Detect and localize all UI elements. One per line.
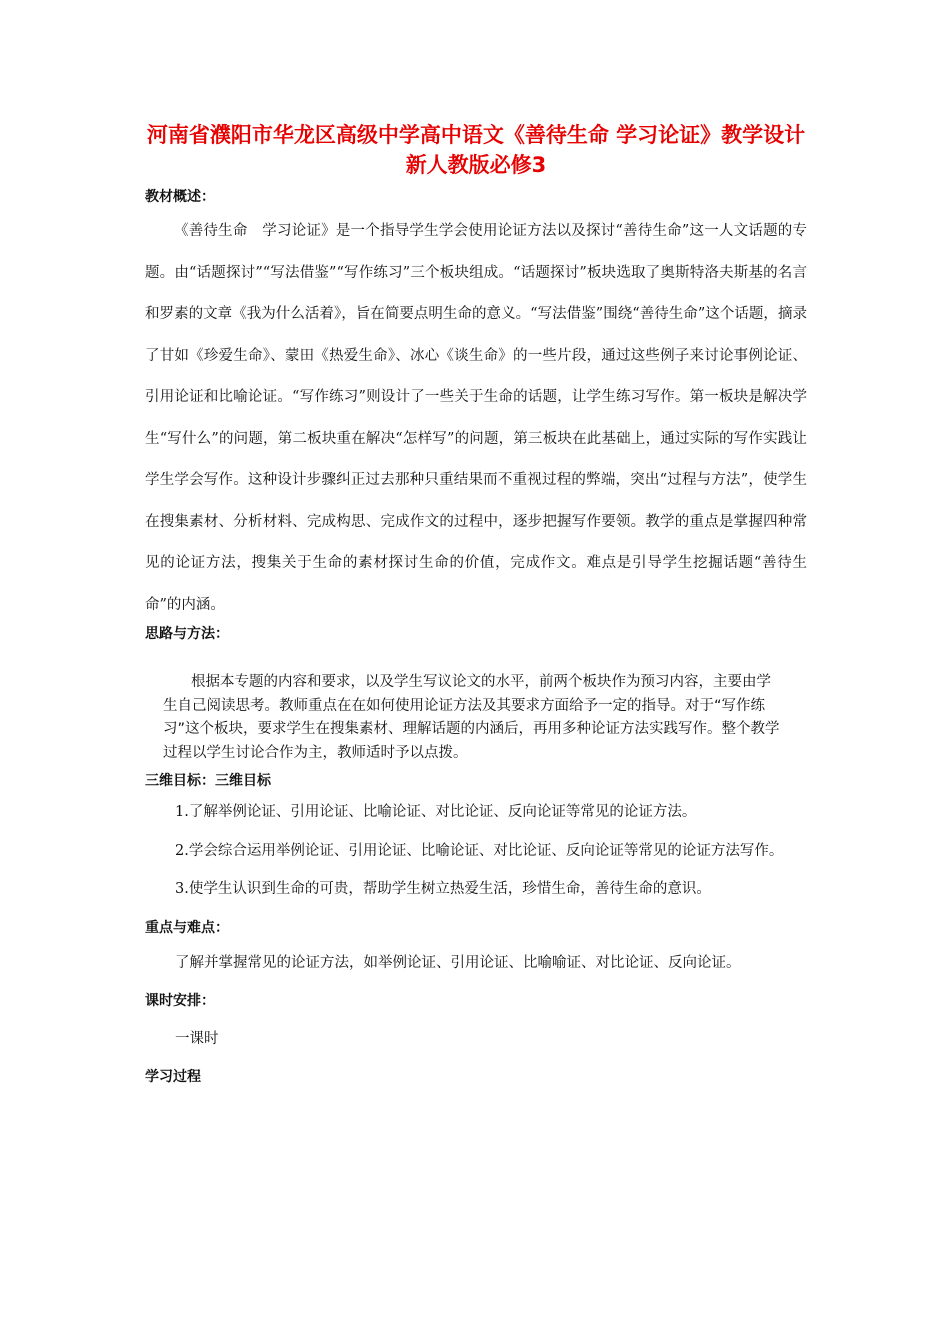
objective-item-2: 2.学会综合运用举例论证、引用论证、比喻论证、对比论证、反向论证等常见的论证方法写作。 bbox=[175, 843, 784, 859]
objective-item-1: 1.了解举例论证、引用论证、比喻论证、对比论证、反向论证等常见的论证方法。 bbox=[175, 804, 697, 820]
section-heading-approach: 思路与方法： bbox=[145, 626, 229, 642]
section-heading-process: 学习过程 bbox=[145, 1069, 201, 1085]
section-heading-overview: 教材概述： bbox=[145, 189, 215, 205]
section-heading-schedule: 课时安排： bbox=[145, 993, 215, 1009]
approach-paragraph: 根据本专题的内容和要求，以及学生写议论文的水平，前两个板块作为预习内容，主要由学生自己阅读思考。教师重点在在如何使用论证方法及其要求方面给予一定的指导。对于“写作练习”这个板块，要求学生在搜集素材、理解话题的内涵后，再用多种论证方法实践写作。整个教学过程以学生讨论合作为主，教师适时予以点拨。 bbox=[163, 674, 780, 761]
section-heading-key-points: 重点与难点： bbox=[145, 920, 229, 936]
section-heading-objectives: 三维目标：三维目标 bbox=[145, 773, 271, 789]
schedule-text: 一课时 bbox=[175, 1031, 219, 1047]
overview-paragraph: 《善待生命 学习论证》是一个指导学生学会使用论证方法以及探讨“善待生命”这一人文话题的专题。由“话题探讨”“写法借鉴”“写作练习”三个板块组成。“话题探讨”板块选取了奥斯特洛夫斯基的名言和罗素的文章《我为什么活着》，旨在简要点明生命的意义。“写法借鉴”围绕“善待生命”这个话题，摘录了甘如《珍爱生命》、蒙田《热爱生命》、冰心《谈生命》的一些片段，通过这些例子来讨论事例论证、引用论证和比喻论证。“写作练习”则设计了一些关于生命的话题，让学生练习写作。第一板块是解决学生“写什么”的问题，第二板块重在解决“怎样写”的问题，第三板块在此基础上，通过实际的写作实践让学生学会写作。这种设计步骤纠正过去那种只重结果而不重视过程的弊端，突出“过程与方法”，使学生在搜集素材、分析材料、完成构思、完成作文的过程中，逐步把握写作要领。教学的重点是掌握四种常见的论证方法，搜集关于生命的素材探讨生命的价值，完成作文。难点是引导学生挖掘话题“善待生命”的内涵。 bbox=[145, 223, 807, 613]
objective-item-3: 3.使学生认识到生命的可贵，帮助学生树立热爱生活，珍惜生命，善待生命的意识。 bbox=[175, 881, 711, 897]
document-content bbox=[145, 120, 807, 1087]
key-points-paragraph: 了解并掌握常见的论证方法，如举例论证、引用论证、比喻喻证、对比论证、反向论证。 bbox=[175, 955, 741, 971]
document-title: 河南省濮阳市华龙区高级中学高中语文《善待生命 学习论证》教学设计 新人教版必修3 bbox=[146, 123, 806, 177]
